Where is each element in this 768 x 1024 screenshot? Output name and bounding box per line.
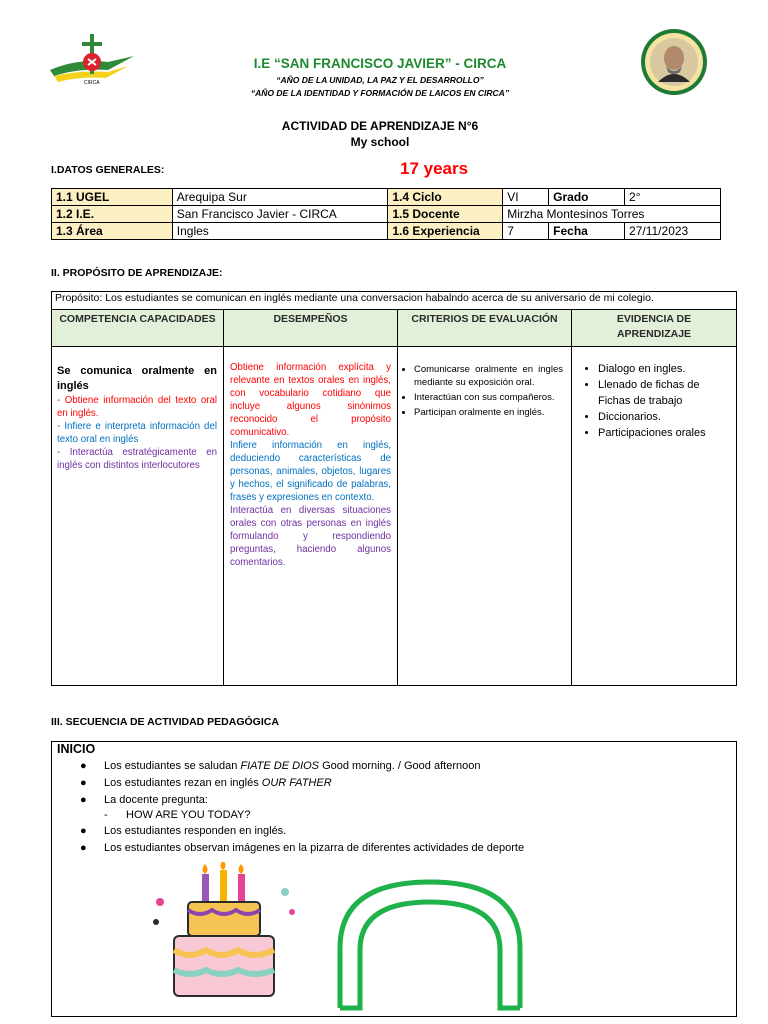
col-competencia: COMPETENCIA CAPACIDADES — [52, 310, 223, 346]
table-row — [52, 189, 721, 206]
list-item: • Comunicarse oralmente en ingles mediante su exposición oral. — [414, 363, 563, 389]
table-row — [52, 206, 721, 223]
secuencia-heading: III. SECUENCIA DE ACTIVIDAD PEDAGÓGICA — [51, 716, 279, 728]
label-fecha: Fecha — [549, 223, 625, 240]
proposito-heading: II. PROPÓSITO DE APRENDIZAJE: — [51, 267, 223, 279]
list-item: • Llenado de fichas de Fichas de trabajo — [598, 377, 730, 409]
value-fecha: 27/11/2023 — [625, 223, 721, 240]
capacidad-1: - Obtiene información del texto oral en inglés. — [57, 395, 217, 419]
years-overlay: 17 years — [400, 159, 469, 178]
motto-line-1: “AÑO DE LA UNIDAD, LA PAZ Y EL DESARROLLO” — [276, 75, 484, 85]
table-row — [52, 223, 721, 240]
list-item: ● Los estudiantes rezan en inglés OUR FATHER — [80, 777, 332, 789]
label-ie: 1.2 I.E. — [52, 206, 173, 223]
value-ugel: Arequipa Sur — [172, 189, 388, 206]
value-experiencia: 7 — [503, 223, 549, 240]
col-criterios: CRITERIOS DE EVALUACIÓN — [398, 310, 571, 346]
datos-table — [51, 188, 721, 240]
label-ciclo: 1.4 Ciclo — [388, 189, 503, 206]
capacidad-2: - Infiere e interpreta información del texto oral en inglés — [57, 421, 217, 445]
desempeno-3: Interactúa en diversas situaciones orales con otras personas en inglés formulando y respondiendo preguntas, haciendo algunos comentarios. — [230, 505, 391, 568]
col-divider — [223, 309, 224, 686]
motto-line-2: “AÑO DE LA IDENTIDAD Y FORMACIÓN DE LAICOS EN CIRCA” — [250, 88, 510, 98]
list-item: • Diccionarios. — [598, 409, 730, 425]
school-logo-left — [48, 32, 136, 92]
green-arch-image — [330, 868, 530, 1018]
col-divider — [397, 309, 398, 686]
evidencias-cell — [580, 361, 730, 441]
proposito-text: Propósito: Los estudiantes se comunican en inglés mediante una conversacion habalndo acerca de su aniversario de mi colegio. — [55, 292, 654, 304]
row-divider — [51, 346, 737, 347]
list-item: • Participan oralmente en inglés. — [414, 406, 563, 419]
label-experiencia: 1.6 Experiencia — [388, 223, 503, 240]
desempeno-2: Infiere información en inglés, deduciendo características de personas, animales, objetos, lugares y hechos, el significado de palabras, frases y expresiones en contexto. — [230, 440, 391, 503]
list-item: ● Los estudiantes se saludan FIATE DE DIOS Good morning. / Good afternoon — [80, 760, 481, 772]
logo-caption: CIRCA — [84, 80, 100, 86]
value-ie: San Francisco Javier - CIRCA — [172, 206, 388, 223]
capacidad-3: - Interactúa estratégicamente en inglés con distintos interlocutores — [57, 447, 217, 471]
inicio-title: INICIO — [57, 742, 96, 756]
label-area: 1.3 Área — [52, 223, 173, 240]
competencia-cell — [57, 364, 217, 472]
birthday-cake-image — [150, 862, 300, 1002]
competencia-title: Se comunica oralmente en inglés — [57, 365, 217, 392]
criterios-cell — [405, 363, 563, 421]
value-docente: Mirzha Montesinos Torres — [503, 206, 721, 223]
value-ciclo: VI — [503, 189, 549, 206]
school-seal-right — [640, 28, 708, 96]
list-subitem: - HOW ARE YOU TODAY? — [104, 809, 251, 821]
desempenos-cell — [230, 361, 391, 569]
row-divider — [51, 309, 737, 310]
col-evidencia: EVIDENCIA DE APRENDIZAJE — [572, 310, 736, 346]
label-grado: Grado — [549, 189, 625, 206]
activity-subtitle: My school — [350, 135, 410, 149]
label-ugel: 1.1 UGEL — [52, 189, 173, 206]
proposito-table — [51, 291, 737, 686]
list-item: ● Los estudiantes observan imágenes en la pizarra de diferentes actividades de deporte — [80, 842, 525, 854]
school-title: I.E “SAN FRANCISCO JAVIER” - CIRCA — [253, 56, 507, 71]
datos-heading: I.DATOS GENERALES: — [51, 164, 165, 176]
value-area: Ingles — [172, 223, 388, 240]
list-item: • Interactúan con sus compañeros. — [414, 391, 563, 404]
desempeno-1: Obtiene información explícita y relevante en textos orales en inglés, con vocabulario cotidiano que incluye algunos sinónimos reconocido el propósito comunicativo. — [230, 362, 391, 438]
col-divider — [571, 309, 572, 686]
label-docente: 1.5 Docente — [388, 206, 503, 223]
value-grado: 2° — [625, 189, 721, 206]
list-item: • Participaciones orales — [598, 425, 730, 441]
col-desempenos: DESEMPEÑOS — [224, 310, 397, 346]
list-item: • Dialogo en ingles. — [598, 361, 730, 377]
list-item: ● Los estudiantes responden en inglés. — [80, 825, 287, 837]
list-item: ● La docente pregunta: — [80, 794, 208, 806]
activity-title: ACTIVIDAD DE APRENDIZAJE N°6 — [281, 119, 479, 133]
